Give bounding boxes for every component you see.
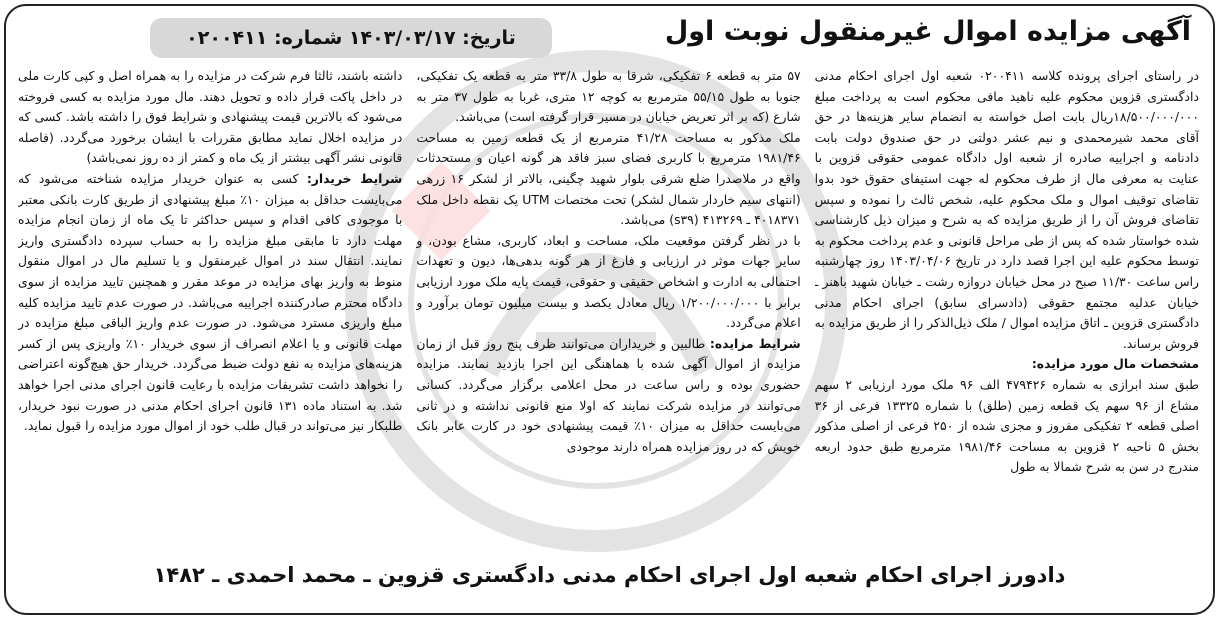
valuation-paragraph: با در نظر گرفتن موقعیت ملک، مساحت و ابعاد، کاربری، مشاع بودن، و سایر جهات موثر در ارزیابی و فارغ از هر گونه بدهی‌ها، دیون و تعهدات احتمالی به ادارت و اشخاص حقیقی و حقوقی، قیمت پایه ملک مورد ارزیابی برابر با ۱/۲۰۰/۰۰۰/۰۰۰ ریال معادل یکصد و بیست میلیون تومان برآورد و اعلام می‌گردد. bbox=[416, 232, 801, 331]
buyer-conditions-paragraph bbox=[18, 169, 402, 437]
header bbox=[6, 12, 1213, 62]
buyer-conditions-text: کسی به عنوان خریدار مزایده شناخته می‌شود که می‌بایست حداقل به میزان ۱۰٪ مبلغ پیشنهادی از طریق کارت بانکی معتبر با موجودی کافی اقدام و سپس حداکثر تا یک ماه از زمان انجام مزایده مهلت دارد تا مابقی مبلغ مزایده را به حساب سپرده دادگستری واریز نمایند. انتقال سند در اموال غیرمنقول و یا تسلیم مال در اموال منقول منوط به واریز بهای مزایده در موعد مقرر و همچنین تایید مزایده از سوی دادگاه محترم صادرکننده اجراییه می‌باشد. در صورت عدم تایید مزایده کلیه مبلغ واریزی مسترد می‌شود. در صورت عدم واریز الباقی مبلغ مزایده در مهلت قانونی و یا اعلام انصراف از سوی خریدار ۱۰٪ واریزی پس از کسر هزینه‌های مزایده به نفع دولت ضبط می‌گردد. خریدار حق هیچ‌گونه اعتراضی را نخواهد داشت تشریفات مزایده با رعایت قانون اجرای مدنی اجرا خواهد شد. به استناد ماده ۱۳۱ قانون اجرای احکام مدنی در صورت نبود خریدار، طلبکار نیز می‌تواند در قبال طلب خود از اموال مورد مزایده را قبول نماید. bbox=[18, 170, 403, 434]
property-spec-paragraph: طبق سند ابرازی به شماره ۴۷۹۴۲۶ الف ۹۶ ملک مورد ارزیابی ۲ سهم مشاع از ۹۶ سهم یک قطعه زمین (طلق) با شماره ۱۳۳۲۵ فرعی از ۳۶ اصلی قطعه ۲ تفکیکی مفروز و مجزی شده از ۲۵۰ فرعی از اصلی مذکور بخش ۵ ناحیه ۲ قزوین به مساحت ۱۹۸۱/۴۶ مترمربع طبق حدود اربعه مندرج در سن به شرح شمالا به طول bbox=[814, 376, 1199, 475]
signature-line: دادورز اجرای احکام شعبه اول اجرای احکام مدنی دادگستری قزوین ـ محمد احمدی ـ ۱۴۸۲ bbox=[153, 563, 1066, 587]
column-middle bbox=[416, 66, 800, 561]
date-number-box: تاریخ: ۱۴۰۳/۰۳/۱۷ شماره: ۰۲۰۰۴۱۱ bbox=[150, 18, 552, 58]
auction-conditions-paragraph bbox=[416, 334, 800, 458]
auction-conditions-heading: شرایط مزایده: bbox=[709, 335, 801, 351]
boundaries-paragraph: ۵۷ متر به قطعه ۶ تفکیکی، شرقا به طول ۳۳/۸ متر به قطعه یک تفکیکی، جنوبا به طول ۵۵/۱۵ مترمربع به کوچه ۱۲ متری، غربا به طول ۳۷ متر به شارع (که بر اثر تعریض خیابان در مسیر قرار گرفته است) می‌باشد. bbox=[416, 68, 801, 125]
body-columns bbox=[18, 66, 1199, 561]
property-location-paragraph: ملک مذکور به مساحت ۴۱/۲۸ مترمربع از یک قطعه زمین به مساحت ۱۹۸۱/۴۶ مترمربع با کاربری فضای سبز فاقد هر گونه اعیان و مستحدثات واقع در ملاصدرا ضلع شرقی بلوار شهید چگینی، بالاتر از لشکر ۱۶ زرهی (انتهای سیم خاردار شمال لشکر) تحت مختصات UTM یک نقطه داخل ملک ۴۰۱۸۳۷۱ ـ ۴۱۳۲۶۹ (s۳۹) می‌باشد. bbox=[416, 129, 801, 228]
ad-frame bbox=[4, 4, 1215, 615]
participation-paragraph: داشته باشند، ثالثا فرم شرکت در مزایده را به همراه اصل و کپی کارت ملی در داخل پاکت قرار داده و تحویل دهند. مال مورد مزایده به کسی فروخته می‌شود که بالاترین قیمت پیشنهادی و شرایط فوق را داشته باشد. کسی که در مزایده اخلال نماید مطابق مقررات با ایشان برخورد می‌گردد. (فاصله قانونی نشر آگهی بیشتر از یک ماه و کمتر از ده روز نمی‌باشد) bbox=[18, 68, 403, 166]
column-left bbox=[18, 66, 402, 561]
buyer-conditions-heading: شرایط خریدار: bbox=[306, 170, 403, 186]
property-spec-heading: مشخصات مال مورد مزایده: bbox=[1031, 356, 1199, 372]
auction-conditions-text: طالبین و خریداران می‌توانند ظرف پنج روز قبل از زمان مزایده از اموال آگهی شده با هماهنگی این اجرا بازدید نمایند. مزایده حضوری بوده و راس ساعت در محل اعلامی برگزار می‌گردد. کسانی می‌توانند در مزایده شرکت نمایند که اولا منع قانونی نداشته و در ثانی می‌بایست حداقل به میزان ۱۰٪ قیمت پیشنهادی خود در کارت عابر بانک خویش که در روز مزایده همراه دارند موجودی bbox=[416, 335, 801, 454]
intro-paragraph: در راستای اجرای پرونده کلاسه ۰۲۰۰۴۱۱ شعبه اول اجرای احکام مدنی دادگستری قزوین محکوم علیه ناهید مافی محکوم است به پرداخت مبلغ ۱۸/۵۰۰/۰۰۰/۰۰۰ریال بابت اصل خواسته به انضمام سایر هزینه‌ها در حق آقای محمد شیرمحمدی و نیم عشر دولتی در حق صندوق دولت بابت دادنامه و اجراییه صادره از شعبه اول دادگاه عمومی حقوقی قزوین با عنایت به معرفی مال از طرف محکوم له جهت استیفای حقوق خود بدوا تقاضای توقیف اموال و ملک محکوم علیه، شخص ثالث را نموده و سپس تقاضای فروش آن را از طریق مزایده که به شرح و میزان ذیل کارشناسی شده خواستار شده که پس از طی مراحل قانونی و عدم پرداخت محکوم به توسط محکوم علیه این اجرا قصد دارد در تاریخ ۱۴۰۳/۰۴/۰۶ روز چهارشنبه راس ساعت ۱۱/۳۰ صبح در محل خیابان دروازه رشت ـ خیابان شهید باهنر ـ خیابان عدلیه مجتمع حقوقی (دادسرای سابق) اجرای احکام مدنی دادگستری قزوین ـ اتاق مزایده اموال / ملک ذیل‌الذکر را از طریق مزایده به فروش برساند. bbox=[814, 68, 1199, 351]
column-right bbox=[815, 66, 1199, 561]
notice-title: آگهی مزایده اموال غیرمنقول نوبت اول bbox=[664, 16, 1191, 47]
